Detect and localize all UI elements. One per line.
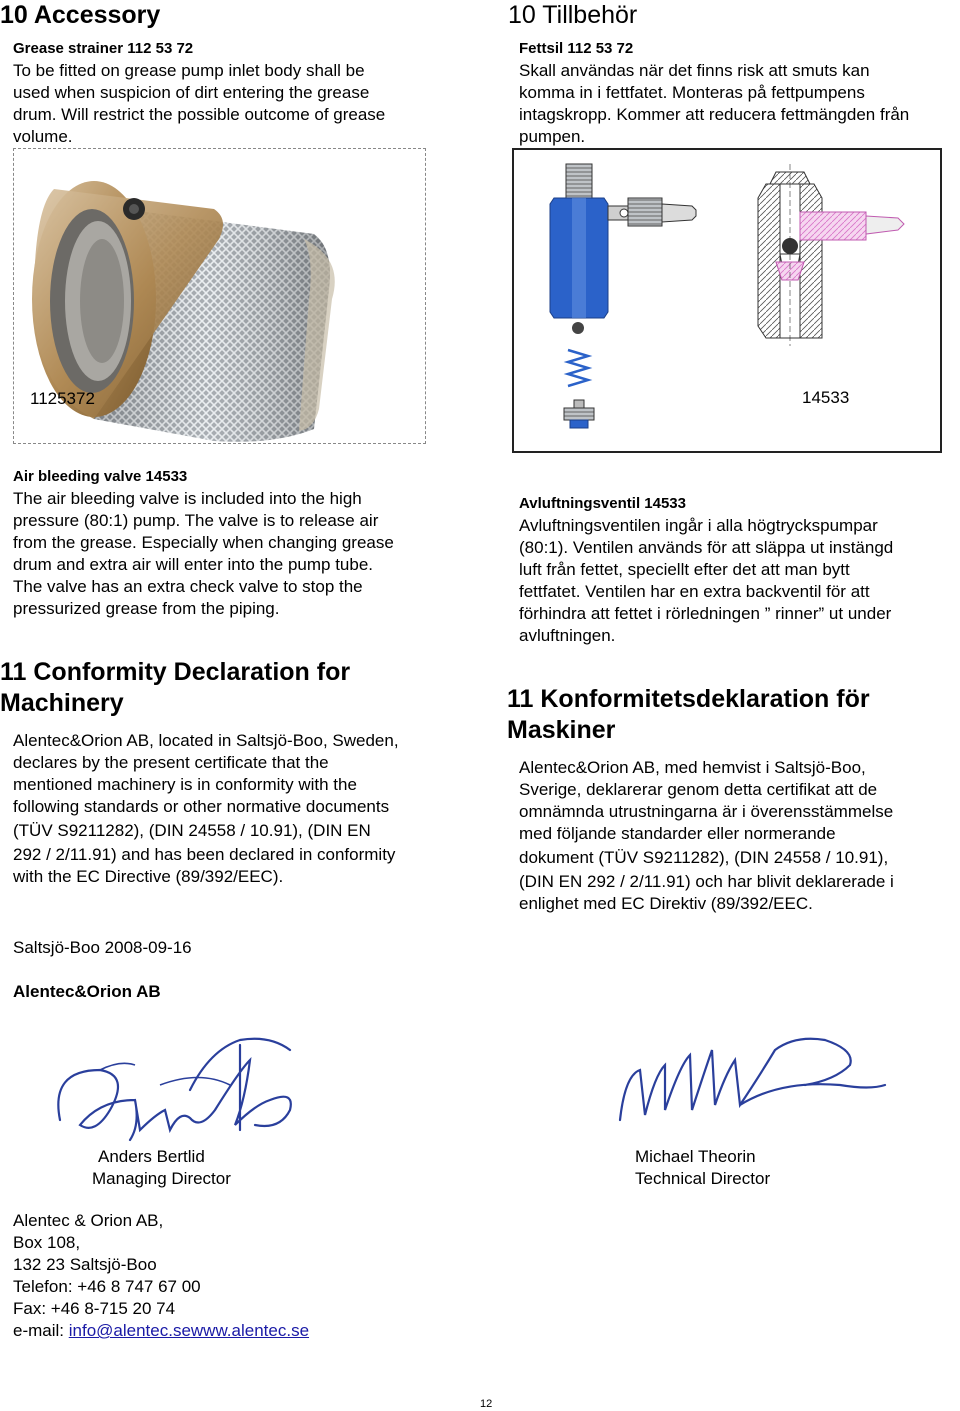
strainer-text-sv (519, 60, 959, 148)
text-line: dokument (TÜV S9211282), (DIN 24558 / 10.91), (519, 848, 889, 867)
text-line: Skall användas när det finns risk att smuts kan (519, 61, 870, 80)
company-name: Alentec&Orion AB (13, 982, 161, 1001)
signature-anders-bertlid (40, 1030, 330, 1150)
address-fax: Fax: +46 8-715 20 74 (13, 1299, 176, 1318)
text-line: declares by the present certificate that the (13, 753, 329, 772)
text-line: The valve has an extra check valve to stop the (13, 577, 363, 596)
text-line: (TÜV S9211282), (DIN 24558 / 10.91), (DIN EN (13, 821, 371, 840)
signer2-title: Technical Director (635, 1169, 771, 1188)
page-heading: 10 Accessory (0, 1, 161, 29)
conformity-heading-sv-line2: Maskiner (507, 716, 616, 744)
text-line: following standards or other normative documents (13, 797, 390, 816)
conformity-paragraph-sv (519, 757, 959, 915)
text-line: förhindra att fettet i rörledningen ” rinner” ut under (519, 604, 892, 623)
email-link[interactable]: info@alentec.se (68, 1321, 191, 1340)
text-line: with the EC Directive (89/392/EEC). (13, 867, 284, 886)
address-phone: Telefon: +46 8 747 67 00 (13, 1277, 201, 1296)
text-line: Avluftningsventilen ingår i alla högtryckspumpar (519, 516, 878, 535)
web-link[interactable]: www.alentec.se (190, 1321, 310, 1340)
signer1 (92, 1146, 292, 1190)
conformity-heading-line1: 11 Conformity Declaration for (0, 658, 351, 686)
strainer-section-en (13, 38, 453, 148)
spring (568, 350, 588, 386)
email-prefix: e-mail: (13, 1321, 69, 1340)
strainer-section-sv (519, 38, 959, 148)
text-line: (DIN EN 292 / 2/11.91) och har blivit deklarerade i (519, 872, 894, 891)
text-line: Alentec&Orion AB, located in Saltsjö-Boo, Sweden, (13, 731, 399, 750)
valve-title-sv: Avluftningsventil 14533 (519, 495, 686, 512)
valve-section-en (13, 466, 453, 620)
strainer-title-sv: Fettsil 112 53 72 (519, 40, 634, 57)
check-ball (572, 322, 584, 334)
strainer-title: Grease strainer 112 53 72 (13, 40, 194, 57)
text-line: avluftningen. (519, 626, 616, 645)
text-line: enlighet med EC Direktiv (89/392/EEC. (519, 894, 813, 913)
heading-tillbehor (508, 0, 637, 30)
conformity-heading-sv (507, 684, 957, 746)
conformity-text-sv (519, 757, 959, 915)
place-date: Saltsjö-Boo 2008-09-16 (13, 938, 192, 957)
text-line: omnämnda utrustningarna är i överensstämmelse (519, 802, 894, 821)
section-screw (800, 212, 866, 240)
figure-label-14533: 14533 (802, 388, 850, 407)
strainer-figure (13, 148, 426, 444)
signature-michael-theorin (600, 1025, 900, 1135)
valve-text (13, 488, 453, 620)
conformity-paragraph (13, 730, 453, 888)
text-line: Alentec&Orion AB, med hemvist i Saltsjö-Boo, (519, 758, 866, 777)
valve-section-sv (519, 493, 959, 647)
address-line: Alentec & Orion AB, (13, 1211, 164, 1230)
text-line: luft från fettet, speciellt efter det att man bytt (519, 560, 850, 579)
conformity-heading-line2: Machinery (0, 689, 124, 717)
valve-title: Air bleeding valve 14533 (13, 468, 188, 485)
text-line: fettfatet. Ventilen har en extra backventil för att (519, 582, 870, 601)
text-line: komma in i fettfatet. Monteras på fettpumpens (519, 83, 865, 102)
text-line: used when suspicion of dirt entering the grease (13, 83, 370, 102)
signer1-title: Managing Director (92, 1169, 231, 1188)
valve-figure (512, 148, 942, 453)
page-heading-sv: 10 Tillbehör (508, 1, 638, 29)
text-line: 292 / 2/11.91) and has been declared in conformity (13, 845, 396, 864)
signer2 (635, 1146, 855, 1190)
text-line: pressure (80:1) pump. The valve is to release air (13, 511, 379, 530)
text-line: pressurized grease from the piping. (13, 599, 280, 618)
bottom-plug (564, 408, 594, 420)
address-line: Box 108, (13, 1233, 81, 1252)
text-line: pumpen. (519, 127, 586, 146)
text-line: To be fitted on grease pump inlet body shall be (13, 61, 365, 80)
text-line: drum and extra air will enter into the pump tube. (13, 555, 374, 574)
conformity-heading-sv-line1: 11 Konformitetsdeklaration för (507, 685, 870, 713)
conformity-heading-en (0, 657, 460, 719)
bleed-screw (628, 198, 662, 226)
text-line: Sverige, deklarerar genom detta certifikat att de (519, 780, 878, 799)
text-line: volume. (13, 127, 73, 146)
valve-illustration (514, 150, 940, 451)
strainer-text (13, 60, 453, 148)
text-line: (80:1). Ventilen används för att släppa ut instängd (519, 538, 894, 557)
company-address (13, 1210, 433, 1342)
signer2-name: Michael Theorin (635, 1147, 756, 1166)
text-line: from the grease. Especially when changing grease (13, 533, 394, 552)
page-number: 12 (480, 1398, 493, 1410)
address-email-row (13, 1320, 433, 1342)
threaded-top (566, 164, 592, 198)
text-line: The air bleeding valve is included into the high (13, 489, 362, 508)
heading-accessory (0, 0, 160, 30)
text-line: drum. Will restrict the possible outcome of grease (13, 105, 386, 124)
bleed-nozzle (662, 204, 696, 222)
text-line: intagskropp. Kommer att reducera fettmängden från (519, 105, 910, 124)
valve-text-sv (519, 515, 959, 647)
address-line: 132 23 Saltsjö-Boo (13, 1255, 157, 1274)
figure-label-1125372: 1125372 (30, 389, 95, 408)
text-line: med följande standarder eller normerande (519, 824, 836, 843)
signer1-name: Anders Bertlid (98, 1147, 205, 1166)
text-line: mentioned machinery is in conformity with the (13, 775, 357, 794)
conformity-text-en (13, 730, 453, 888)
